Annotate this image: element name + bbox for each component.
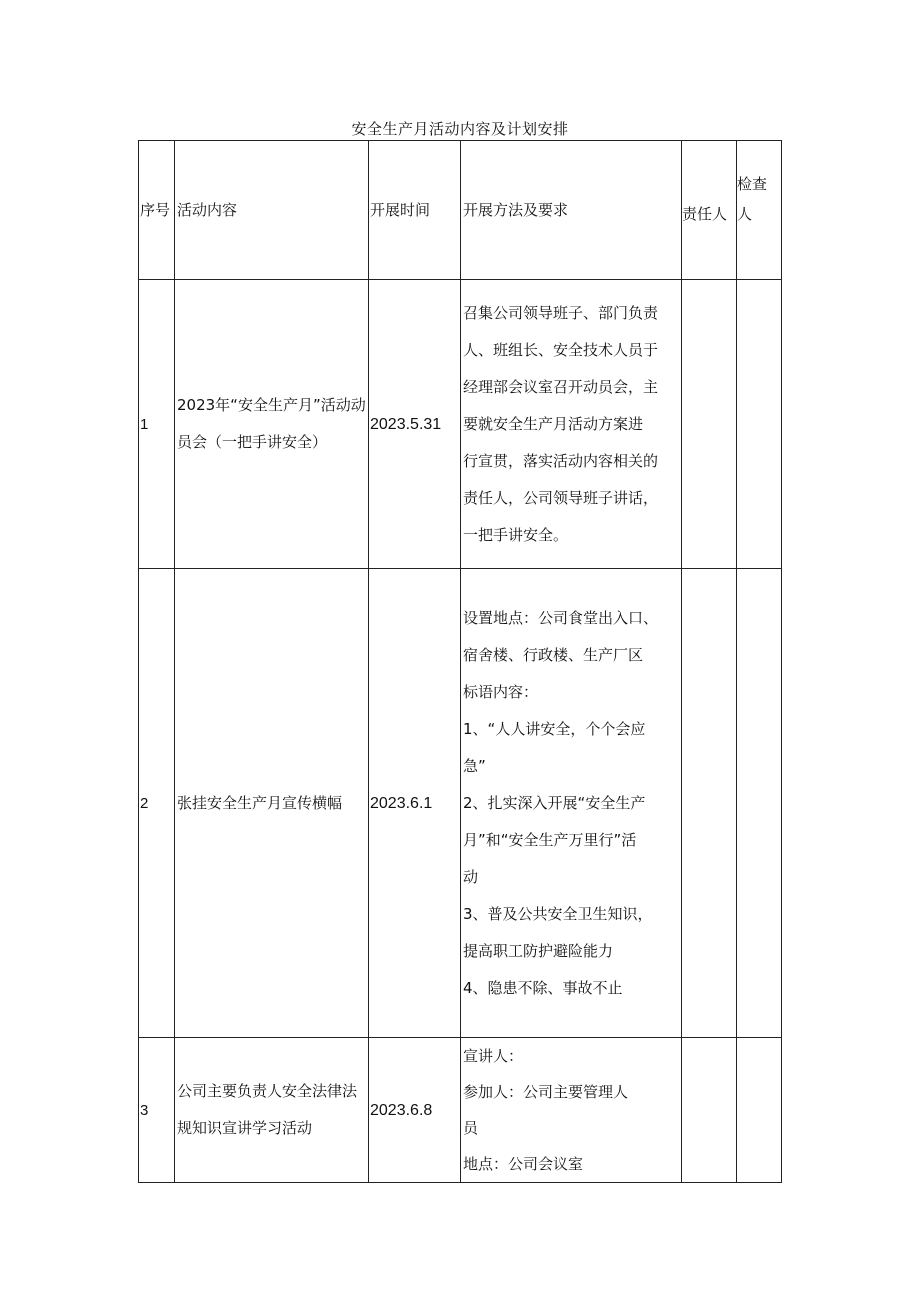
row-time: 2023.5.31 [369, 280, 461, 569]
method-line: 急” [463, 756, 486, 775]
row-time: 2023.6.1 [369, 569, 461, 1038]
table-header-row [139, 141, 782, 280]
document-title: 安全生产月活动内容及计划安排 [351, 120, 569, 138]
row-inspector [737, 569, 782, 1038]
method-line: 员 [463, 1119, 479, 1137]
row-seq: 1 [139, 280, 175, 569]
method-line: 宣讲人： [463, 1047, 524, 1065]
row-method [461, 280, 682, 569]
method-line: 1、“人人讲安全，个个会应 [463, 719, 646, 738]
table-row [139, 569, 782, 1038]
row-seq: 2 [139, 569, 175, 1038]
method-line: 2、扎实深入开展“安全生产 [463, 793, 646, 812]
row-responsible [682, 280, 737, 569]
row-content: 2023年“安全生产月”活动动员会（一把手讲安全） [175, 280, 369, 569]
header-seq: 序号 [139, 141, 175, 280]
method-line: 地点：公司会议室 [463, 1155, 584, 1173]
header-inspector: 检查人 [737, 141, 782, 280]
method-line: 一把手讲安全。 [463, 525, 569, 544]
method-line: 4、隐患不除、事故不止 [463, 978, 623, 997]
method-line: 设置地点：公司食堂出入口、 [463, 608, 659, 627]
row-time: 2023.6.8 [369, 1038, 461, 1183]
method-line: 行宣贯，落实活动内容相关的 [463, 451, 659, 470]
method-line: 参加人：公司主要管理人 [463, 1083, 629, 1101]
method-line: 人、班组长、安全技术人员于 [463, 340, 659, 359]
method-line: 责任人，公司领导班子讲话， [463, 488, 659, 507]
method-line: 宿舍楼、行政楼、生产厂区 [463, 645, 644, 664]
method-line: 标语内容： [463, 682, 539, 701]
row-method [461, 569, 682, 1038]
activity-plan-table [138, 140, 782, 1183]
row-content: 张挂安全生产月宣传横幅 [175, 569, 369, 1038]
header-responsible: 责任人 [682, 141, 737, 280]
method-line: 动 [463, 867, 479, 886]
method-line: 要就安全生产月活动方案进 [463, 414, 644, 433]
table-row [139, 280, 782, 569]
header-content: 活动内容 [175, 141, 369, 280]
header-method: 开展方法及要求 [461, 141, 682, 280]
method-line: 月”和“安全生产万里行”活 [463, 830, 637, 849]
row-responsible [682, 1038, 737, 1183]
method-line: 经理部会议室召开动员会，主 [463, 377, 659, 396]
row-method [461, 1038, 682, 1183]
row-responsible [682, 569, 737, 1038]
row-content: 公司主要负责人安全法律法规知识宣讲学习活动 [175, 1038, 369, 1183]
table-row [139, 1038, 782, 1183]
method-line: 提高职工防护避险能力 [463, 941, 614, 960]
header-time: 开展时间 [369, 141, 461, 280]
method-line: 3、普及公共安全卫生知识， [463, 904, 653, 923]
method-line: 召集公司领导班子、部门负责 [463, 303, 659, 322]
row-seq: 3 [139, 1038, 175, 1183]
row-inspector [737, 280, 782, 569]
row-inspector [737, 1038, 782, 1183]
